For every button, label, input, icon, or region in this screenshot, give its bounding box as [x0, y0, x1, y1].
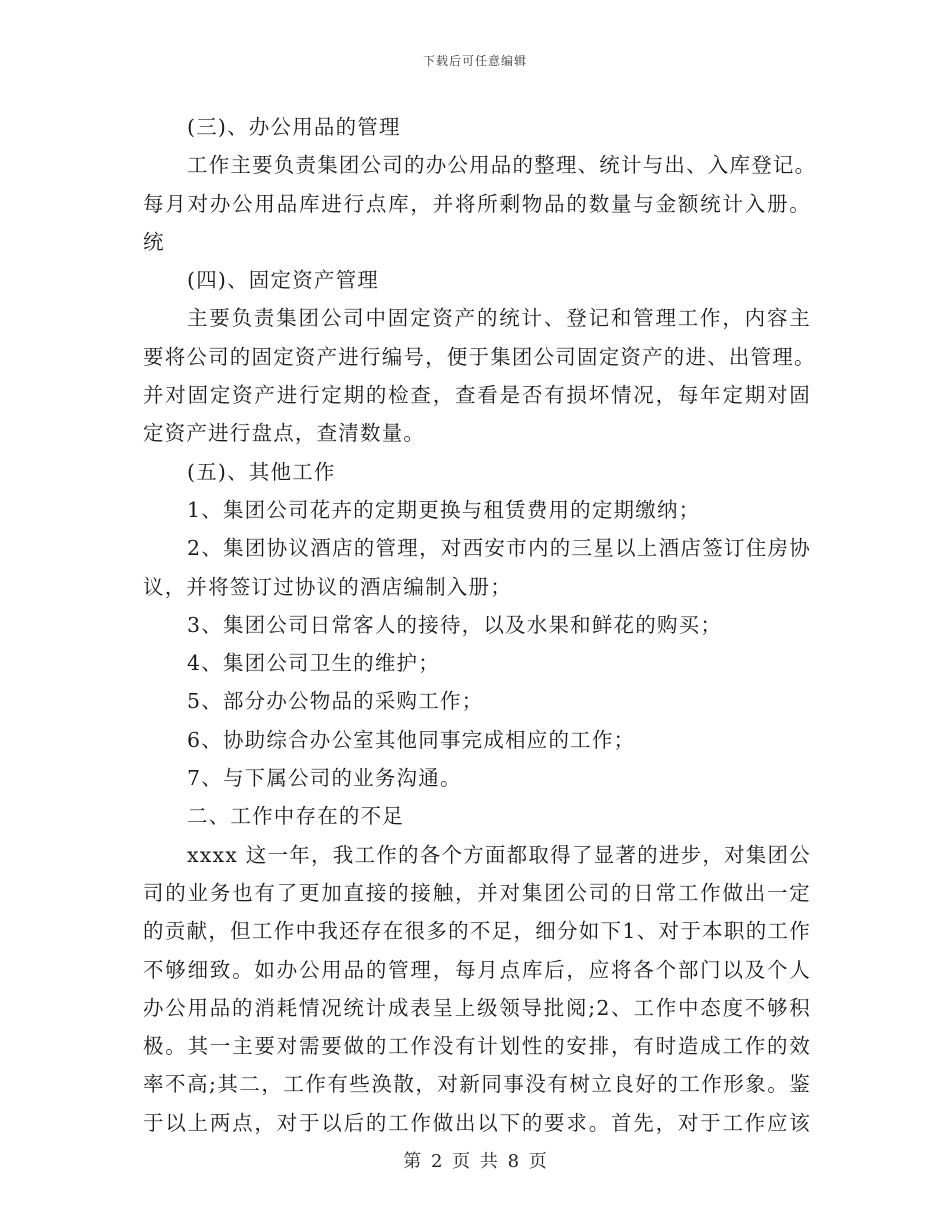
text-line: 统 — [143, 229, 165, 254]
text-line: 定资产进行盘点，查清数量。 — [143, 421, 426, 446]
text-line: (五)、其他工作 — [187, 459, 336, 484]
document-body — [143, 108, 817, 1142]
page-number: 第 2 页 共 8 页 — [403, 1151, 547, 1172]
text-line: 6、协助综合办公室其他同事完成相应的工作； — [187, 727, 636, 752]
text-line: 并对固定资产进行定期的检查，查看是否有损坏情况，每年定期对固 — [143, 383, 811, 408]
text-line: 不够细致。如办公用品的管理，每月点库后，应将各个部门以及个人 — [143, 957, 811, 982]
text-line: 司的业务也有了更加直接的接触，并对集团公司的日常工作做出一定 — [143, 880, 811, 905]
text-line: 议，并将签订过协议的酒店编制入册； — [143, 574, 512, 599]
text-line: 率不高;其二，工作有些涣散，对新同事没有树立良好的工作形象。鉴 — [143, 1072, 811, 1097]
text-line: 主要负责集团公司中固定资产的统计、登记和管理工作，内容主 — [187, 306, 811, 331]
text-line: (三)、办公用品的管理 — [187, 115, 401, 139]
text-line: 的贡献，但工作中我还存在很多的不足，细分如下1、对于本职的工作 — [143, 919, 811, 944]
text-line: 办公用品的消耗情况统计成表呈上级领导批阅;2、工作中态度不够积 — [143, 995, 811, 1020]
text-line: 5、部分办公物品的采购工作； — [187, 689, 484, 714]
text-line: 极。其一主要对需要做的工作没有计划性的安排，有时造成工作的效 — [143, 1034, 811, 1059]
text-line: 4、集团公司卫生的维护； — [187, 651, 440, 676]
text-line: 工作主要负责集团公司的办公用品的整理、统计与出、入库登记。 — [187, 153, 817, 178]
text-line: 3、集团公司日常客人的接待，以及水果和鲜花的购买； — [187, 612, 723, 637]
text-line: (四)、固定资产管理 — [187, 268, 379, 293]
text-line: 于以上两点，对于以后的工作做出以下的要求。首先，对于工作应该 — [143, 1110, 811, 1135]
text-line: 每月对办公用品库进行点库，并将所剩物品的数量与金额统计入册。 — [143, 191, 811, 216]
text-line: 二、工作中存在的不足 — [187, 804, 404, 829]
header-note: 下载后可任意编辑 — [422, 54, 527, 68]
text-line: 2、集团协议酒店的管理，对西安市内的三星以上酒店签订住房协 — [187, 536, 811, 561]
text-line: 7、与下属公司的业务沟通。 — [187, 766, 462, 791]
text-line: xxxx 这一年，我工作的各个方面都取得了显著的进步，对集团公 — [187, 842, 811, 867]
text-line: 要将公司的固定资产进行编号，便于集团公司固定资产的进、出管理。 — [143, 344, 816, 369]
text-line: 1、集团公司花卉的定期更换与租赁费用的定期缴纳； — [187, 497, 701, 522]
